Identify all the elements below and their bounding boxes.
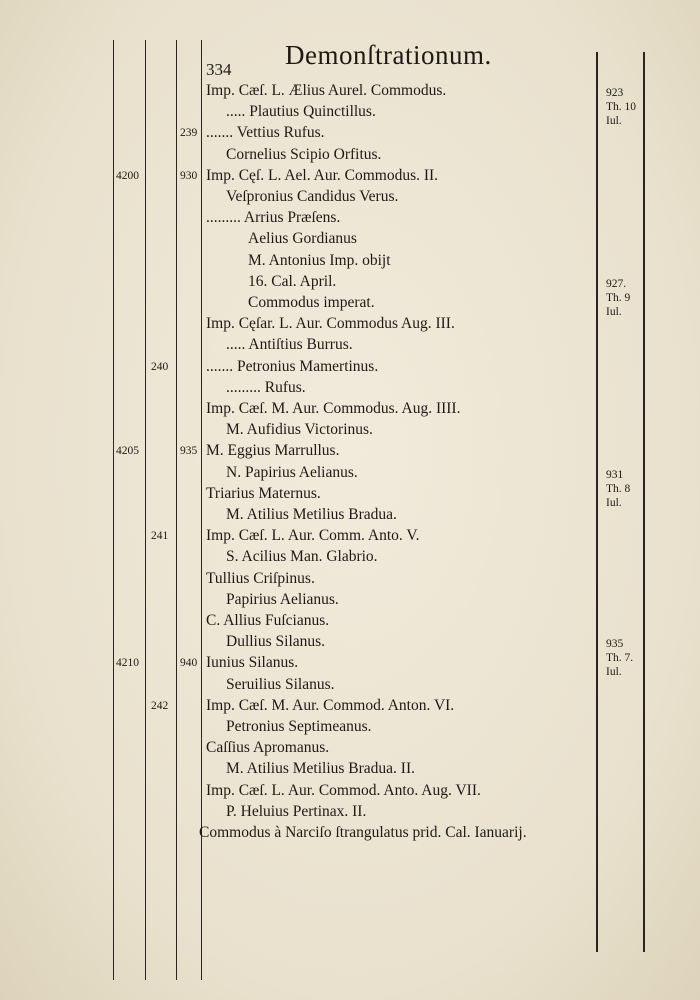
margin-note-line: Th. 7. (606, 652, 634, 665)
text-line: N. Papirius Aelianus. (226, 463, 358, 481)
margin-number: 240 (151, 360, 169, 373)
text-line: ..... Antiſtius Burrus. (226, 336, 353, 354)
text-line: Iunius Silanus. (206, 654, 299, 672)
text-line: ......... Arrius Præſens. (206, 209, 341, 227)
text-line: Imp. Cæſ. M. Aur. Commodus. Aug. IIII. (206, 400, 461, 417)
margin-note-line: Iul. (606, 666, 622, 679)
text-line: Veſpronius Candidus Verus. (226, 188, 399, 205)
margin-number: 241 (151, 530, 169, 543)
text-line: M. Eggius Marrullus. (206, 442, 340, 460)
margin-note-line: 927. (606, 277, 627, 290)
page-title: Demonſtrationum. (285, 40, 492, 70)
text-line: Papirius Aelianus. (226, 590, 339, 608)
margin-note-line: Iul. (606, 496, 622, 509)
margin-note-line: Iul. (606, 305, 622, 318)
text-line: Imp. Cęſ. L. Ael. Aur. Commodus. II. (206, 166, 439, 184)
margin-note (606, 637, 646, 679)
margin-note-line: 931 (606, 468, 624, 481)
margin-note-line: Iul. (606, 115, 622, 127)
text-line: S. Acilius Man. Glabrio. (226, 548, 378, 566)
margin-note-line: Th. 10 (606, 101, 637, 113)
margin-note (606, 468, 646, 510)
text-line: ....... Vettius Rufus. (206, 124, 325, 142)
text-line: Commodus imperat. (248, 294, 375, 311)
text-line: Triarius Maternus. (206, 484, 321, 502)
margin-number: 940 (180, 657, 198, 670)
text-line: Tullius Criſpinus. (206, 569, 315, 587)
text-line: Imp. Cæſ. L. Aur. Commod. Anto. Aug. VII. (206, 781, 481, 799)
text-line: M. Atilius Metilius Bradua. II. (226, 760, 416, 778)
margin-number: 935 (180, 445, 198, 458)
text-line: ....... Petronius Mamertinus. (206, 357, 379, 375)
text-line: ......... Rufus. (226, 378, 306, 396)
margin-note-line: Th. 9 (606, 291, 631, 304)
text-line: Petronius Septimeanus. (226, 718, 372, 735)
margin-note-line: 935 (606, 638, 624, 651)
rule-right-1 (596, 52, 598, 952)
text-line: Commodus à Narciſo ſtrangulatus prid. Cal. Ianuarij. (199, 824, 527, 841)
rule-left-2 (145, 40, 146, 980)
margin-note-line: 923 (606, 87, 624, 99)
margin-note (606, 86, 646, 128)
text-line: Dullius Silanus. (226, 633, 326, 651)
margin-number: 4200 (116, 169, 139, 182)
text-line: M. Atilius Metilius Bradua. (226, 506, 397, 523)
margin-number: 930 (180, 169, 198, 182)
text-line: Imp. Cæſ. L. Ælius Aurel. Commodus. (206, 82, 447, 99)
margin-number: 4210 (116, 657, 139, 670)
page-number: 334 (206, 60, 232, 79)
text-line: 16. Cal. April. (248, 272, 337, 290)
text-line: C. Allius Fuſcianus. (206, 612, 330, 629)
margin-note-line: Th. 8 (606, 482, 631, 495)
text-line: M. Aufidius Victorinus. (226, 421, 373, 439)
text-line: Seruilius Silanus. (226, 675, 335, 693)
margin-number: 242 (151, 699, 169, 712)
margin-number: 4205 (116, 445, 139, 458)
text-line: ..... Plautius Quinctillus. (226, 103, 376, 121)
text-line: Imp. Cęſar. L. Aur. Commodus Aug. III. (206, 315, 455, 333)
rule-left-1 (113, 40, 114, 980)
text-line: Imp. Cæſ. M. Aur. Commod. Anton. VI. (206, 696, 455, 714)
text-line: Imp. Cæſ. L. Aur. Comm. Anto. V. (206, 527, 420, 545)
rule-left-3 (176, 40, 177, 980)
text-line: M. Antonius Imp. obijt (248, 251, 391, 269)
text-line: Cornelius Scipio Orfitus. (226, 145, 382, 163)
text-line: Caſſius Apromanus. (206, 739, 330, 757)
text-line: P. Heluius Pertinax. II. (226, 802, 367, 820)
margin-note (606, 277, 646, 319)
text-line: Aelius Gordianus (248, 230, 357, 248)
margin-number: 239 (180, 127, 198, 140)
